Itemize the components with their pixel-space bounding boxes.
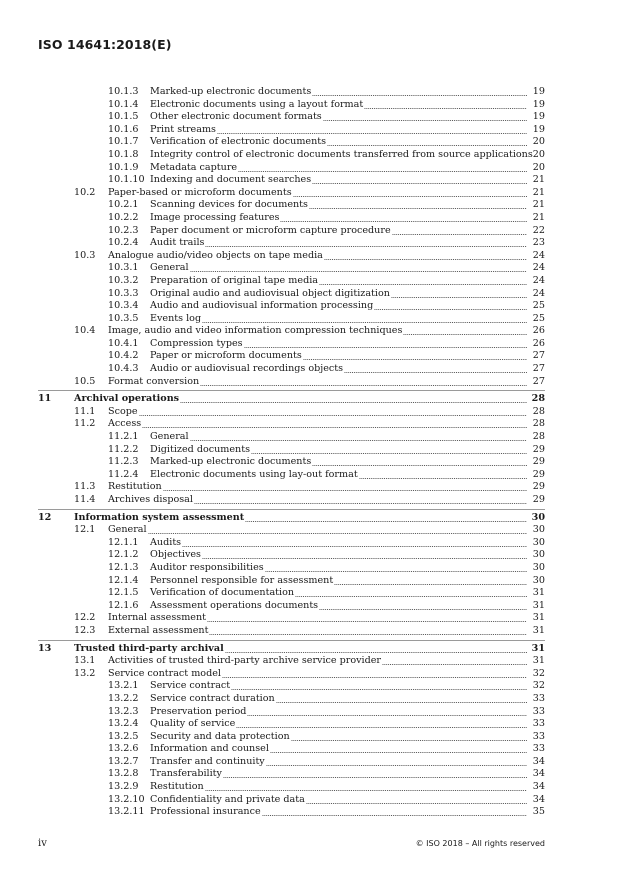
toc-entry-title: Professional insurance (150, 806, 261, 818)
toc-dot-leader (270, 752, 527, 753)
toc-dot-leader (262, 815, 527, 816)
toc-entry[interactable] (0, 418, 620, 431)
toc-entry-page: 31 (531, 642, 545, 654)
toc-entry-page: 33 (532, 718, 545, 730)
toc-entry-page: 26 (532, 325, 545, 337)
toc-entry-title: Preservation period (150, 705, 247, 717)
toc-entry[interactable] (0, 575, 620, 588)
toc-dot-leader (190, 271, 527, 272)
toc-entry[interactable] (0, 187, 620, 200)
toc-dot-leader (231, 689, 527, 690)
toc-entry[interactable] (0, 512, 620, 525)
toc-entry[interactable] (0, 111, 620, 124)
toc-dot-leader (324, 259, 527, 260)
toc-entry-number: 10.2.1 (108, 199, 139, 211)
toc-entry-number: 10.4.2 (108, 350, 139, 362)
toc-entry-page: 30 (532, 574, 545, 586)
toc-entry[interactable] (0, 199, 620, 212)
toc-entry-title: Service contract duration (150, 692, 275, 704)
toc-dot-leader (293, 196, 527, 197)
toc-entry-title: Verification of electronic documents (150, 136, 327, 148)
toc-entry-number: 12.1.6 (108, 599, 139, 611)
toc-dot-leader (319, 284, 527, 285)
toc-dot-leader (276, 702, 527, 703)
toc-entry-number: 10.3.3 (108, 287, 139, 299)
toc-entry-number: 12.1.3 (108, 561, 139, 573)
toc-entry[interactable] (0, 781, 620, 794)
toc-entry[interactable] (0, 680, 620, 693)
toc-entry-page: 23 (532, 237, 545, 249)
toc-entry-title: Objectives (150, 549, 201, 561)
toc-entry-page: 35 (532, 806, 545, 818)
toc-entry-page: 29 (532, 456, 545, 468)
toc-entry-title: General (150, 262, 189, 274)
toc-entry-title: Archives disposal (108, 494, 193, 505)
toc-entry-page: 21 (532, 211, 545, 223)
page-number: iv (38, 838, 47, 849)
toc-entry[interactable] (0, 706, 620, 719)
toc-entry-title: Metadata capture (150, 161, 238, 173)
toc-entry-number: 10.4.1 (108, 337, 139, 349)
toc-entry[interactable] (0, 262, 620, 275)
toc-dot-leader (205, 790, 527, 791)
toc-dot-leader (202, 322, 527, 323)
toc-entry-number: 10.3.2 (108, 274, 139, 286)
toc-dot-leader (295, 596, 527, 597)
toc-entry-number: 12.1.1 (108, 536, 139, 548)
section-divider (38, 640, 545, 641)
toc-entry[interactable] (0, 481, 620, 494)
toc-entry[interactable] (0, 393, 620, 406)
toc-dot-leader (245, 521, 527, 522)
toc-entry-title: Confidentiality and private data (150, 793, 305, 805)
toc-entry-title: Scope (108, 405, 138, 417)
toc-entry[interactable] (0, 655, 620, 668)
toc-entry[interactable] (0, 537, 620, 550)
toc-entry-number: 10.2.3 (108, 224, 139, 236)
toc-entry-title: Verification of documentation (150, 587, 295, 599)
section-divider (38, 509, 545, 510)
toc-entry-title: Service contract model (108, 667, 221, 679)
toc-entry-page: 31 (532, 612, 545, 624)
toc-entry-title: Marked-up electronic documents (150, 456, 312, 468)
toc-entry-title: Marked-up electronic documents (150, 86, 312, 97)
toc-dot-leader (182, 546, 527, 547)
toc-entry-number: 10.1.4 (108, 98, 139, 110)
table-of-contents (0, 86, 620, 819)
toc-entry[interactable] (0, 406, 620, 419)
toc-dot-leader (266, 765, 527, 766)
toc-entry[interactable] (0, 718, 620, 731)
toc-entry-page: 30 (532, 524, 545, 536)
toc-entry-number: 13.2.7 (108, 755, 139, 767)
toc-entry[interactable] (0, 250, 620, 263)
toc-entry[interactable] (0, 174, 620, 187)
toc-dot-leader (291, 740, 527, 741)
toc-entry[interactable] (0, 162, 620, 175)
toc-entry-page: 31 (532, 587, 545, 599)
toc-entry-title: External assessment (108, 624, 209, 636)
toc-entry-number: 11.2 (74, 418, 96, 430)
toc-entry-page: 19 (532, 123, 545, 135)
toc-entry-number: 10.1.3 (108, 86, 139, 97)
toc-entry-number: 11.2.1 (108, 431, 139, 443)
toc-entry[interactable] (0, 549, 620, 562)
toc-entry-number: 13.2.8 (108, 768, 139, 780)
toc-entry-page: 32 (532, 680, 545, 692)
toc-entry[interactable] (0, 643, 620, 656)
toc-entry[interactable] (0, 693, 620, 706)
toc-entry[interactable] (0, 288, 620, 301)
toc-entry-title: Transferability (150, 768, 222, 780)
toc-entry[interactable] (0, 524, 620, 537)
toc-entry-number: 11.1 (74, 405, 96, 417)
toc-entry-title: Audio and audiovisual information processing (150, 300, 374, 312)
toc-dot-leader (194, 503, 527, 504)
toc-entry[interactable] (0, 338, 620, 351)
toc-entry[interactable] (0, 99, 620, 112)
toc-dot-leader (265, 571, 527, 572)
toc-entry-number: 11.4 (74, 494, 96, 505)
toc-dot-leader (309, 208, 527, 209)
toc-dot-leader (374, 309, 527, 310)
copyright-notice: © ISO 2018 – All rights reserved (415, 839, 545, 848)
toc-dot-leader (247, 715, 527, 716)
toc-dot-leader (142, 427, 527, 428)
toc-dot-leader (334, 584, 527, 585)
toc-dot-leader (323, 120, 527, 121)
toc-entry-number: 11 (38, 393, 52, 405)
toc-entry-title: Security and data protection (150, 730, 290, 742)
toc-dot-leader (236, 727, 527, 728)
toc-entry-page: 24 (532, 274, 545, 286)
toc-entry-number: 10.2.4 (108, 237, 139, 249)
toc-entry[interactable] (0, 743, 620, 756)
toc-entry-title: Paper-based or microform documents (108, 186, 292, 198)
toc-entry[interactable] (0, 225, 620, 238)
toc-entry-number: 13.2.3 (108, 705, 139, 717)
toc-entry[interactable] (0, 300, 620, 313)
toc-entry-title: Indexing and document searches (150, 174, 312, 186)
toc-entry-page: 19 (532, 98, 545, 110)
toc-entry-page: 19 (532, 111, 545, 123)
toc-dot-leader (223, 777, 527, 778)
toc-entry-number: 10.1.8 (108, 148, 139, 160)
toc-entry-number: 13.2 (74, 667, 96, 679)
toc-entry-page: 33 (532, 730, 545, 742)
toc-entry-number: 10.2 (74, 186, 96, 198)
toc-entry-number: 10.1.7 (108, 136, 139, 148)
toc-entry-page: 34 (532, 781, 545, 793)
document-header: ISO 14641:2018(E) (38, 37, 172, 52)
toc-entry[interactable] (0, 136, 620, 149)
toc-entry-title: Paper or microform documents (150, 350, 302, 362)
toc-entry[interactable] (0, 363, 620, 376)
toc-entry-title: Restitution (150, 781, 204, 793)
toc-entry-page: 34 (532, 793, 545, 805)
toc-entry-title: Information and counsel (150, 743, 269, 755)
toc-entry-number: 10.3.4 (108, 300, 139, 312)
toc-entry-page: 30 (532, 561, 545, 573)
toc-entry[interactable] (0, 124, 620, 137)
toc-entry-number: 11.2.2 (108, 443, 139, 455)
toc-entry-page: 24 (532, 249, 545, 261)
toc-entry-number: 10.5 (74, 375, 96, 387)
toc-entry-number: 10.1.9 (108, 161, 139, 173)
toc-entry[interactable] (0, 444, 620, 457)
toc-entry-number: 10.1.6 (108, 123, 139, 135)
toc-entry-page: 29 (532, 468, 545, 480)
toc-entry-number: 13.2.10 (108, 793, 145, 805)
toc-entry-page: 20 (532, 136, 545, 148)
toc-entry-page: 31 (532, 599, 545, 611)
toc-dot-leader (359, 478, 527, 479)
toc-entry-number: 12.1 (74, 524, 96, 536)
toc-entry-page: 34 (532, 755, 545, 767)
toc-entry-number: 13.2.9 (108, 781, 139, 793)
toc-entry[interactable] (0, 587, 620, 600)
toc-entry[interactable] (0, 600, 620, 613)
toc-entry-page: 25 (532, 300, 545, 312)
toc-dot-leader (364, 108, 527, 109)
toc-entry[interactable] (0, 431, 620, 444)
toc-entry-title: Personnel responsible for assessment (150, 574, 334, 586)
toc-entry-page: 25 (532, 312, 545, 324)
toc-dot-leader (303, 359, 527, 360)
toc-entry-title: Audits (150, 536, 182, 548)
toc-entry[interactable] (0, 756, 620, 769)
toc-entry-number: 10.4 (74, 325, 96, 337)
toc-entry-number: 11.2.3 (108, 456, 139, 468)
toc-entry-number: 10.3.1 (108, 262, 139, 274)
toc-entry-page: 30 (532, 536, 545, 548)
toc-dot-leader (312, 183, 527, 184)
toc-entry[interactable] (0, 149, 620, 162)
toc-entry-number: 13.2.1 (108, 680, 139, 692)
toc-entry-number: 10.4.3 (108, 363, 139, 375)
toc-entry-page: 21 (532, 186, 545, 198)
toc-entry-page: 33 (532, 743, 545, 755)
toc-dot-leader (403, 334, 527, 335)
toc-entry-page: 30 (532, 549, 545, 561)
toc-dot-leader (238, 171, 527, 172)
toc-entry-page: 28 (532, 431, 545, 443)
toc-entry-title: Information system assessment (74, 511, 245, 523)
toc-entry-page: 20 (532, 148, 545, 160)
toc-entry-number: 13.2.2 (108, 692, 139, 704)
toc-entry[interactable] (0, 768, 620, 781)
toc-entry-page: 21 (532, 199, 545, 211)
toc-entry[interactable] (0, 794, 620, 807)
toc-entry-title: Service contract (150, 680, 231, 692)
toc-entry-title: Image processing features (150, 211, 280, 223)
toc-entry[interactable] (0, 212, 620, 225)
toc-dot-leader (312, 95, 527, 96)
toc-entry-number: 12.1.2 (108, 549, 139, 561)
toc-dot-leader (382, 664, 527, 665)
toc-entry-number: 12.1.4 (108, 574, 139, 586)
toc-entry-title: Access (108, 418, 142, 430)
toc-entry-number: 11.2.4 (108, 468, 139, 480)
toc-entry-title: Original audio and audiovisual object digitization (150, 287, 390, 299)
toc-entry-page: 24 (532, 262, 545, 274)
toc-dot-leader (180, 402, 527, 403)
toc-entry-title: Analogue audio/video objects on tape media (108, 249, 323, 261)
toc-dot-leader (344, 372, 527, 373)
toc-dot-leader (202, 558, 527, 559)
toc-entry-page: 27 (532, 375, 545, 387)
toc-entry[interactable] (0, 469, 620, 482)
toc-dot-leader (244, 347, 527, 348)
toc-entry-page: 26 (532, 337, 545, 349)
toc-entry-number: 13.1 (74, 655, 96, 667)
toc-entry-title: General (108, 524, 147, 536)
toc-dot-leader (222, 677, 527, 678)
toc-entry-title: Image, audio and video information compression techniques (108, 325, 403, 337)
toc-entry-number: 10.1.10 (108, 174, 145, 186)
toc-entry-title: Transfer and continuity (150, 755, 265, 767)
toc-entry-title: Trusted third-party archival (74, 642, 224, 654)
toc-dot-leader (225, 652, 527, 653)
toc-entry-page: 28 (532, 418, 545, 430)
toc-entry-page: 22 (532, 224, 545, 236)
toc-entry-title: Activities of trusted third-party archive service provider (108, 655, 382, 667)
toc-dot-leader (312, 465, 527, 466)
toc-entry-title: Audit trails (150, 237, 205, 249)
toc-entry-number: 10.3.5 (108, 312, 139, 324)
toc-entry[interactable] (0, 494, 620, 507)
toc-dot-leader (190, 440, 527, 441)
toc-entry-number: 12.1.5 (108, 587, 139, 599)
toc-entry-title: Internal assessment (108, 612, 207, 624)
toc-entry-title: Paper document or microform capture procedure (150, 224, 391, 236)
toc-entry-number: 11.3 (74, 481, 96, 493)
toc-entry-number: 12.3 (74, 624, 96, 636)
toc-entry-title: Quality of service (150, 718, 236, 730)
toc-entry-number: 10.2.2 (108, 211, 139, 223)
toc-entry-page: 24 (532, 287, 545, 299)
toc-entry-title: Digitized documents (150, 443, 251, 455)
toc-entry-page: 31 (532, 624, 545, 636)
toc-entry[interactable] (0, 562, 620, 575)
toc-dot-leader (392, 234, 527, 235)
toc-entry[interactable] (0, 456, 620, 469)
toc-entry-number: 10.1.5 (108, 111, 139, 123)
toc-dot-leader (391, 297, 527, 298)
toc-dot-leader (251, 453, 527, 454)
toc-entry-page: 27 (532, 363, 545, 375)
toc-entry-title: Auditor responsibilities (150, 561, 264, 573)
toc-entry-title: Preparation of original tape media (150, 274, 318, 286)
toc-entry-page: 34 (532, 768, 545, 780)
toc-entry-title: General (150, 431, 189, 443)
toc-entry[interactable] (0, 806, 620, 819)
toc-entry-number: 13.2.5 (108, 730, 139, 742)
toc-entry-page: 20 (532, 161, 545, 173)
toc-entry-title: Print streams (150, 123, 216, 135)
toc-entry-number: 13 (38, 642, 52, 654)
toc-entry-title: Other electronic document formats (150, 111, 322, 123)
toc-entry-page: 33 (532, 705, 545, 717)
toc-dot-leader (327, 145, 527, 146)
toc-entry-title: Audio or audiovisual recordings objects (150, 363, 344, 375)
toc-entry-page: 30 (531, 511, 545, 523)
toc-entry-title: Compression types (150, 337, 243, 349)
toc-entry-title: Integrity control of electronic documents transferred from source applications (150, 148, 533, 160)
toc-entry-number: 10.3 (74, 249, 96, 261)
toc-entry-number: 12 (38, 511, 52, 523)
toc-entry[interactable] (0, 612, 620, 625)
toc-entry-title: Restitution (108, 481, 162, 493)
toc-entry-title: Assessment operations documents (150, 599, 319, 611)
toc-entry-page: 29 (532, 443, 545, 455)
toc-entry-page: 28 (531, 393, 545, 405)
toc-entry-page: 29 (532, 481, 545, 493)
toc-entry-title: Events log (150, 312, 202, 324)
toc-entry[interactable] (0, 668, 620, 681)
toc-dot-leader (209, 634, 527, 635)
toc-dot-leader (306, 803, 527, 804)
toc-entry-title: Electronic documents using a layout format (150, 98, 364, 110)
toc-dot-leader (207, 621, 527, 622)
toc-entry-number: 13.2.11 (108, 806, 145, 818)
toc-dot-leader (148, 533, 527, 534)
toc-entry[interactable] (0, 313, 620, 326)
toc-entry-title: Scanning devices for documents (150, 199, 308, 211)
toc-entry-page: 32 (532, 667, 545, 679)
toc-entry-title: Electronic documents using lay-out format (150, 468, 358, 480)
toc-entry-page: 19 (532, 86, 545, 97)
toc-entry[interactable] (0, 325, 620, 338)
toc-entry[interactable] (0, 376, 620, 389)
toc-entry-title: Format conversion (108, 375, 200, 387)
toc-entry-number: 13.2.6 (108, 743, 139, 755)
toc-entry-title: Archival operations (74, 393, 180, 405)
toc-entry-page: 33 (532, 692, 545, 704)
toc-entry-number: 12.2 (74, 612, 96, 624)
toc-entry-number: 13.2.4 (108, 718, 139, 730)
toc-entry[interactable] (0, 731, 620, 744)
toc-entry[interactable] (0, 625, 620, 638)
toc-dot-leader (200, 385, 527, 386)
toc-entry-page: 27 (532, 350, 545, 362)
toc-dot-leader (163, 490, 527, 491)
toc-dot-leader (319, 609, 527, 610)
toc-entry[interactable] (0, 350, 620, 363)
toc-dot-leader (217, 133, 527, 134)
toc-entry[interactable] (0, 86, 620, 99)
toc-entry-page: 21 (532, 174, 545, 186)
toc-dot-leader (139, 415, 527, 416)
toc-entry-page: 31 (532, 655, 545, 667)
toc-entry[interactable] (0, 237, 620, 250)
toc-entry[interactable] (0, 275, 620, 288)
toc-dot-leader (205, 246, 527, 247)
toc-entry-page: 28 (532, 405, 545, 417)
toc-entry-page: 29 (532, 494, 545, 505)
section-divider (38, 390, 545, 391)
toc-dot-leader (280, 221, 527, 222)
